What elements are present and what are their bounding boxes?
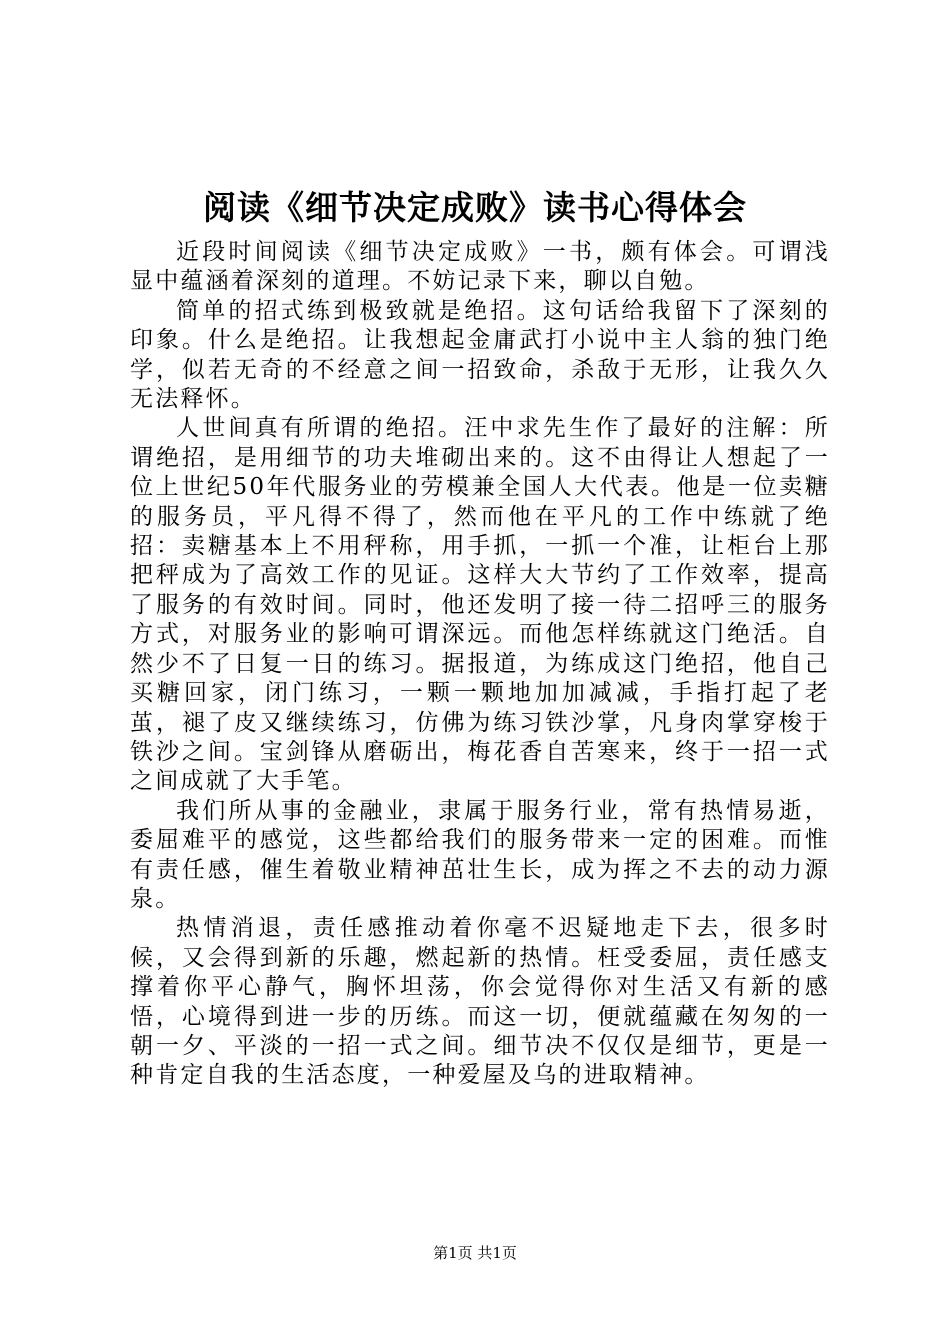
- document-title: 阅读《细节决定成败》读书心得体会: [203, 188, 747, 227]
- page-footer: 第1页 共1页: [433, 1244, 517, 1262]
- paragraph-5: 热情消退，责任感推动着你毫不迟疑地走下去，很多时候，又会得到新的乐趣，燃起新的热情。枉受委屈，责任感支撑着你平心静气，胸怀坦荡，你会觉得你对生活又有新的感悟，心境得到进一步的历练。而这一切，便就蕴藏在匆匆的一朝一夕、平淡的一招一式之间。细节决不仅仅是细节，更是一种肯定自我的生活态度，一种爱屋及乌的进取精神。: [130, 915, 830, 1089]
- paragraph-3: 人世间真有所谓的绝招。汪中求先生作了最好的注解：所谓绝招，是用细节的功夫堆砌出来的。这不由得让人想起了一位上世纪50年代服务业的劳模兼全国人大代表。他是一位卖糖的服务员，平凡得不得了，然而他在平凡的工作中练就了绝招：卖糖基本上不用秤称，用手抓，一抓一个准，让柜台上那把秤成为了高效工作的见证。这样大大节约了工作效率，提高了服务的有效时间。同时，他还发明了接一待二招呼三的服务方式，对服务业的影响可谓深远。而他怎样练就这门绝活。自然少不了日复一日的练习。据报道，为练成这门绝招，他自己买糖回家，闭门练习，一颗一颗地加加减减，手指打起了老茧，褪了皮又继续练习，仿佛为练习铁沙掌，凡身肉掌穿梭于铁沙之间。宝剑锋从磨砺出，梅花香自苦寒来，终于一招一式之间成就了大手笔。: [130, 415, 830, 795]
- paragraph-2: 简单的招式练到极致就是绝招。这句话给我留下了深刻的印象。什么是绝招。让我想起金庸武打小说中主人翁的独门绝学，似若无奇的不经意之间一招致命，杀敌于无形，让我久久无法释怀。: [130, 297, 830, 413]
- paragraph-4: 我们所从事的金融业，隶属于服务行业，常有热情易逝，委屈难平的感觉，这些都给我们的服务带来一定的困难。而惟有责任感，催生着敬业精神茁壮生长，成为挥之不去的动力源泉。: [130, 797, 830, 912]
- document-body: [130, 238, 830, 1091]
- paragraph-1: 近段时间阅读《细节决定成败》一书，颇有体会。可谓浅显中蕴涵着深刻的道理。不妨记录下来，聊以自勉。: [130, 239, 830, 295]
